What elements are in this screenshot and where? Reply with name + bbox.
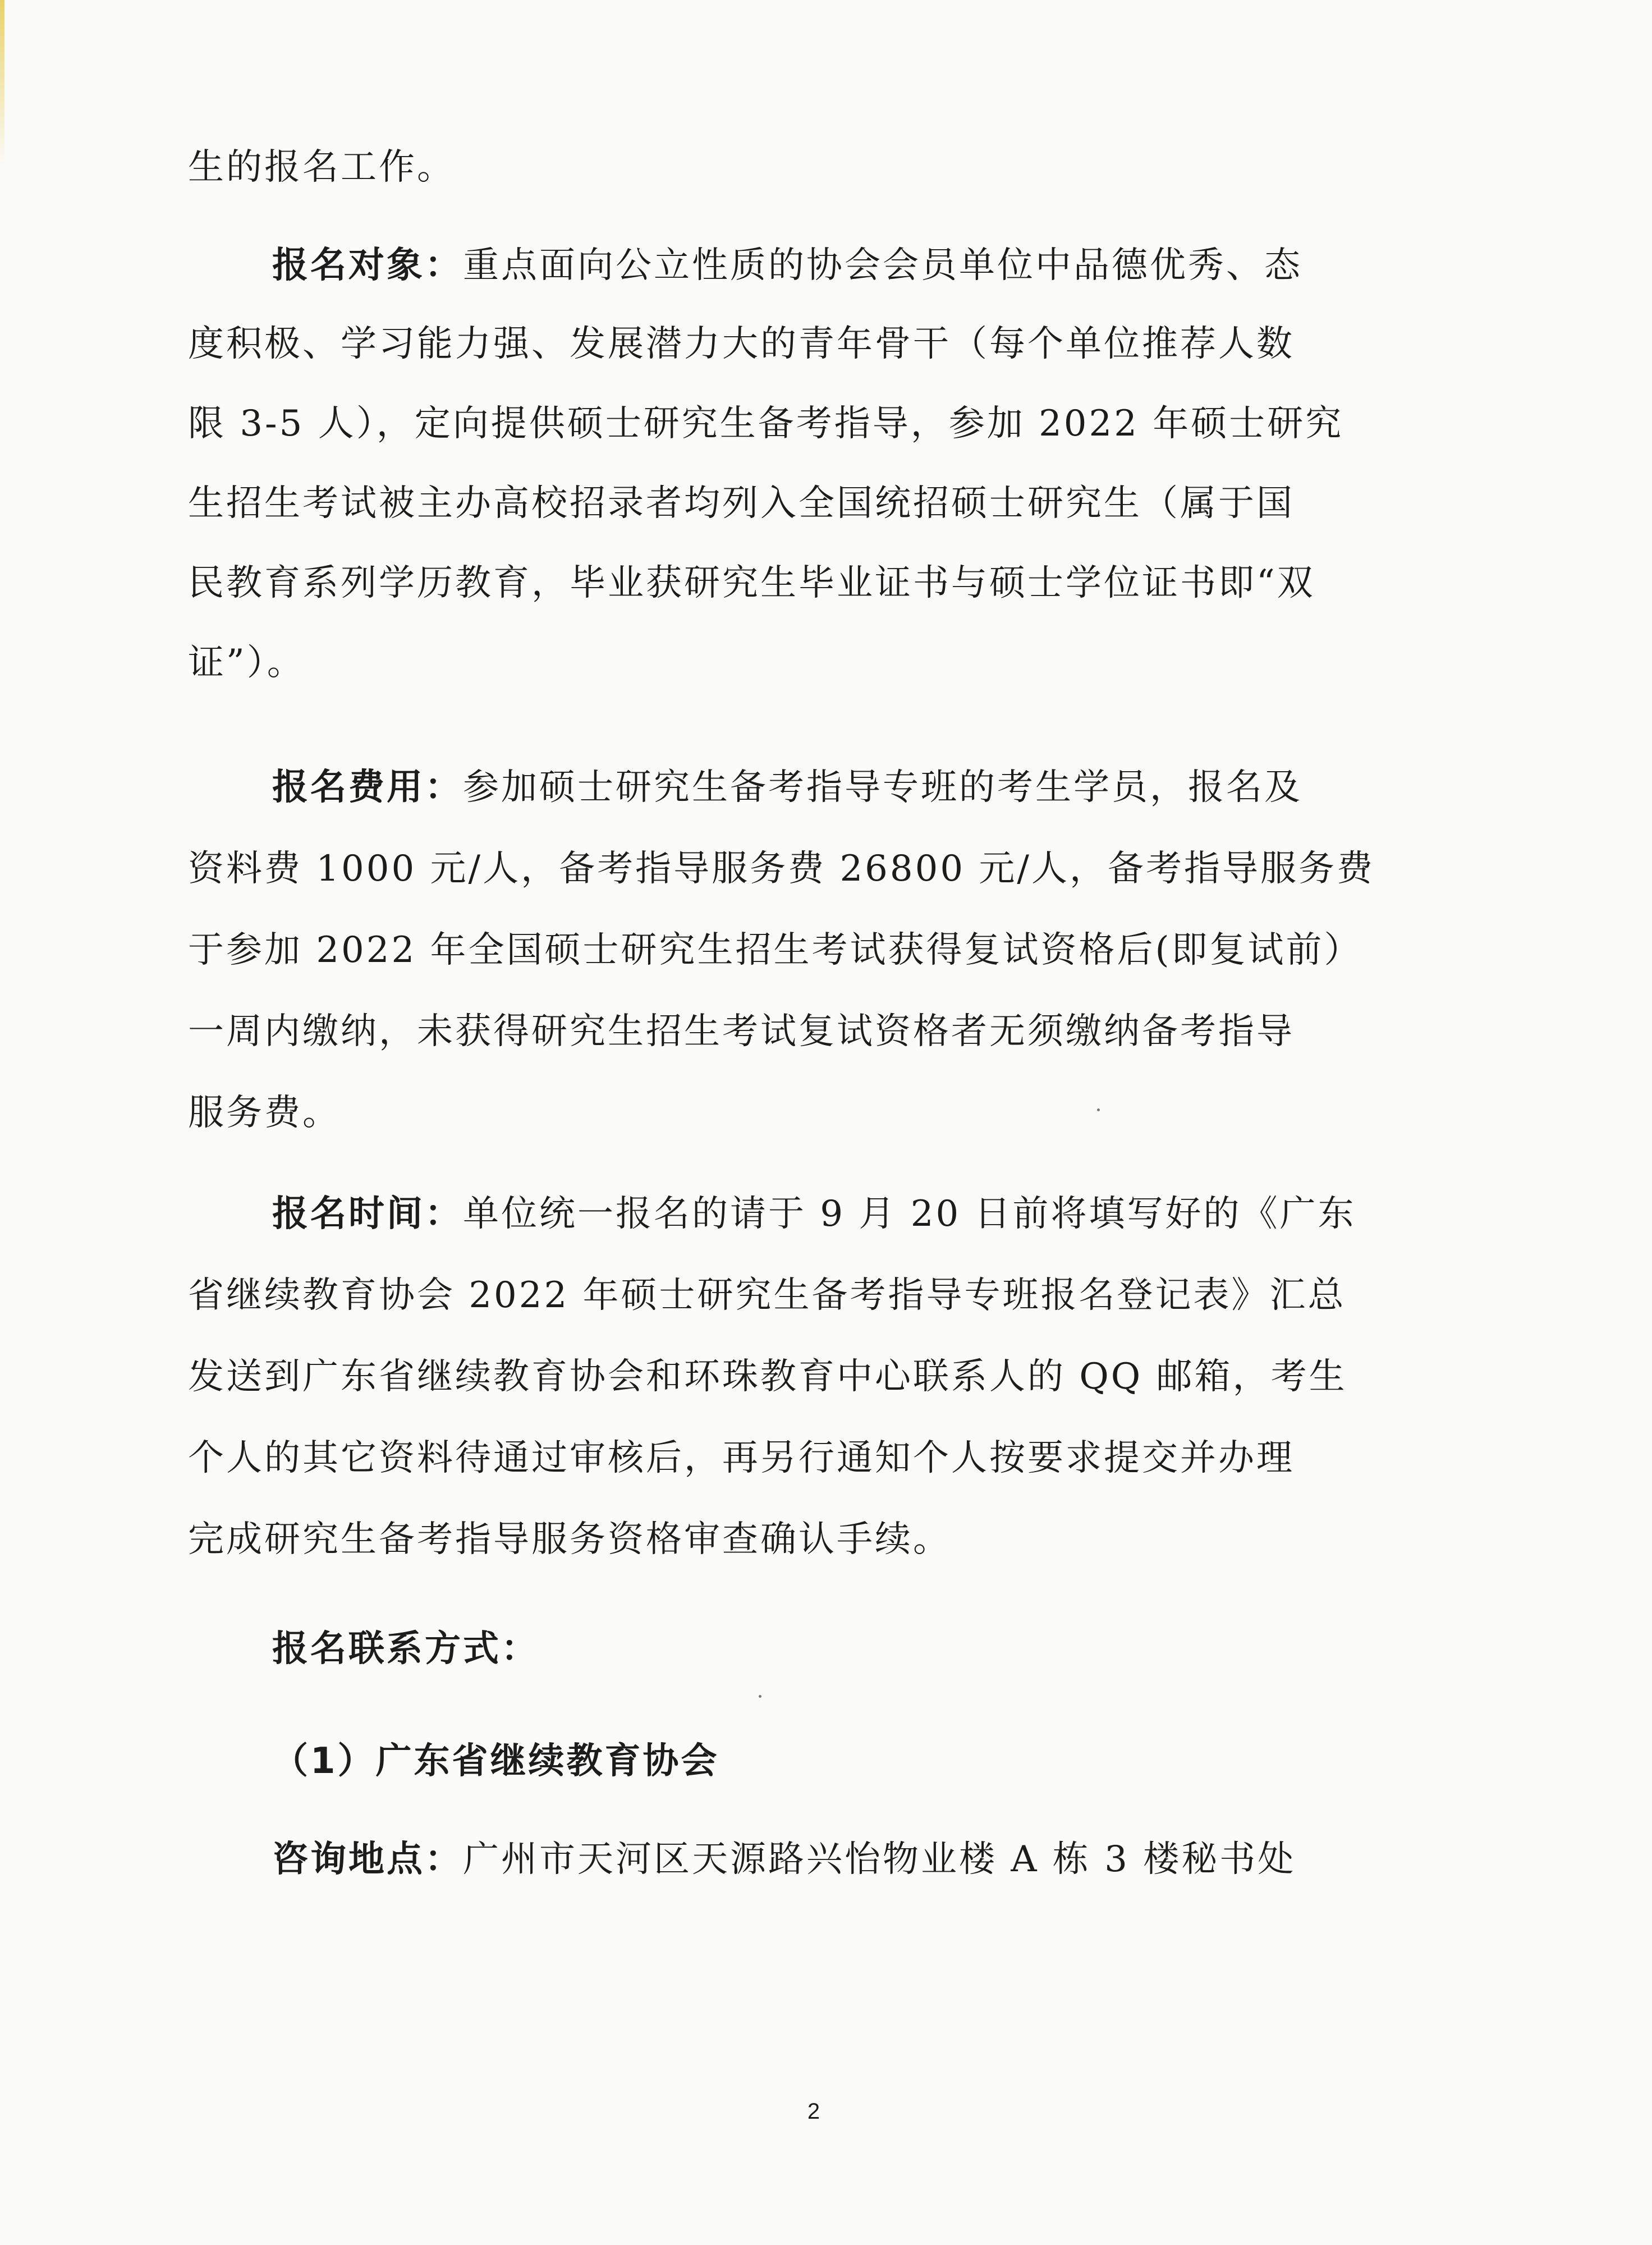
org-heading (272, 1734, 719, 1788)
text-line (188, 556, 1315, 610)
scan-edge-mark (0, 0, 4, 168)
page-number: 2 (807, 2099, 820, 2124)
text-line (188, 842, 1375, 896)
section-time-line (272, 1187, 1356, 1241)
text-line (188, 140, 455, 194)
text-line (188, 1005, 1295, 1059)
line-text: 限 3-5 人），定向提供硕士研究生备考指导，参加 2022 年硕士研究 (188, 403, 1344, 445)
org-heading-text: （1）广东省继续教育协会 (272, 1740, 719, 1782)
section-label-time: 报名时间： (272, 1193, 463, 1235)
line-text: 生的报名工作。 (188, 146, 455, 188)
text-line (188, 636, 305, 690)
text-line (188, 1513, 951, 1566)
section-fee-line (272, 760, 1302, 814)
text-line (188, 1268, 1346, 1322)
line-text: 广州市天河区天源路兴怡物业楼 A 栋 3 楼秘书处 (463, 1839, 1296, 1880)
line-text: 个人的其它资料待通过审核后，再另行通知个人按要求提交并办理 (188, 1437, 1295, 1479)
line-text: 发送到广东省继续教育协会和环珠教育中心联系人的 QQ 邮箱，考生 (188, 1356, 1347, 1398)
line-text: 民教育系列学历教育，毕业获研究生毕业证书与硕士学位证书即“双 (188, 562, 1315, 604)
section-label-address: 咨询地点： (272, 1839, 463, 1880)
text-line (188, 1431, 1295, 1485)
section-label-target: 报名对象： (272, 245, 463, 286)
line-text: 参加硕士研究生备考指导专班的考生学员，报名及 (463, 767, 1302, 808)
text-line (188, 1350, 1347, 1404)
line-text: 一周内缴纳，未获得研究生招生考试复试资格者无须缴纳备考指导 (188, 1011, 1295, 1052)
line-text: 度积极、学习能力强、发展潜力大的青年骨干（每个单位推荐人数 (188, 323, 1295, 365)
text-line (188, 397, 1343, 451)
line-text: 单位统一报名的请于 9 月 20 日前将填写好的《广东 (463, 1193, 1356, 1235)
scan-speck (1097, 1108, 1100, 1111)
line-text: 资料费 1000 元/人，备考指导服务费 26800 元/人，备考指导服务费 (188, 848, 1375, 890)
contact-heading (272, 1622, 539, 1676)
text-line (188, 317, 1295, 371)
line-text: 于参加 2022 年全国硕士研究生招生考试获得复试资格后(即复试前） (188, 929, 1362, 971)
section-target-line (272, 239, 1302, 292)
line-text: 重点面向公立性质的协会会员单位中品德优秀、态 (463, 245, 1302, 286)
contact-heading-text: 报名联系方式： (272, 1628, 539, 1670)
line-text: 生招生考试被主办高校招录者均列入全国统招硕士研究生（属于国 (188, 483, 1295, 524)
line-text: 省继续教育协会 2022 年硕士研究生备考指导专班报名登记表》汇总 (188, 1275, 1346, 1316)
text-line (188, 923, 1362, 977)
scan-speck (759, 1695, 761, 1698)
text-line (188, 1086, 341, 1140)
section-label-fee: 报名费用： (272, 767, 463, 808)
address-line (272, 1832, 1296, 1886)
line-text: 完成研究生备考指导服务资格审查确认手续。 (188, 1519, 951, 1560)
text-line (188, 477, 1295, 530)
line-text: 服务费。 (188, 1092, 341, 1134)
line-text: 证”）。 (188, 642, 305, 684)
